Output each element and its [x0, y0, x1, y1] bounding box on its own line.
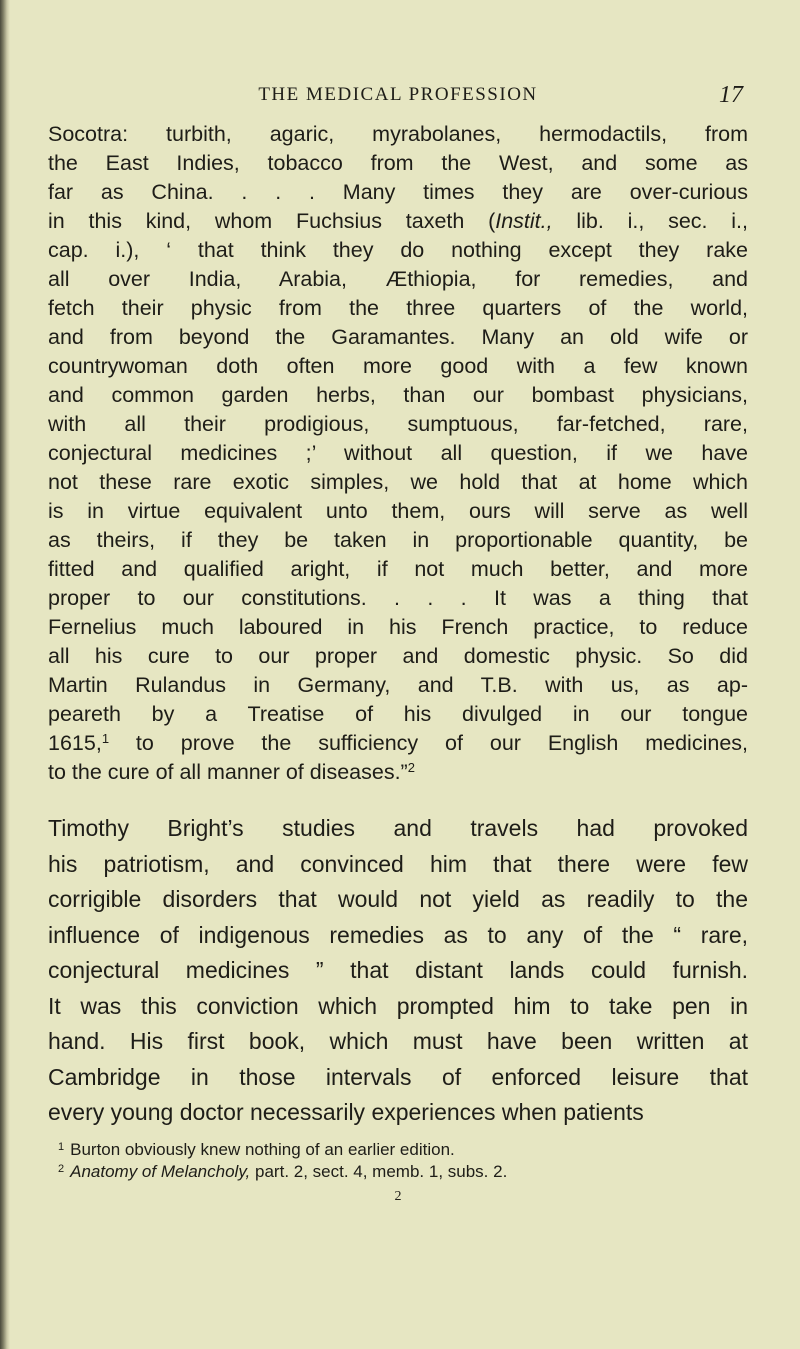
text-line: 1615,$^1$ to prove the sufficiency of our English medicines,	[48, 731, 748, 755]
text-line: hand. His first book, which must have been written at	[48, 1028, 748, 1054]
text-line: fitted and qualified aright, if not much better, and more	[48, 557, 748, 581]
text-line: not these rare exotic simples, we hold that at home which	[48, 470, 748, 494]
text-line: with all their prodigious, sumptuous, far-fetched, rare,	[48, 412, 748, 436]
text-line: cap. i.), ‘ that think they do nothing except they rake	[48, 238, 748, 262]
text-line: is in virtue equivalent unto them, ours will serve as well	[48, 499, 748, 523]
footnote-number: 1	[58, 1140, 65, 1153]
text-line: the East Indies, tobacco from the West, and some as	[48, 151, 748, 175]
signature-mark: 2	[394, 1188, 402, 1204]
block-quote	[48, 120, 748, 787]
text-line: corrigible disorders that would not yield as readily to the	[48, 886, 748, 912]
text-line: conjectural medicines ” that distant lands could furnish.	[48, 957, 748, 983]
page-number: 17	[719, 82, 743, 108]
text-line: in this kind, whom Fuchsius taxeth (Instit., lib. i., sec. i.,	[48, 209, 748, 233]
footnotes	[48, 1139, 748, 1183]
text-line: Fernelius much laboured in his French practice, to reduce	[48, 615, 748, 639]
text-line: and from beyond the Garamantes. Many an old wife or	[48, 325, 748, 349]
footnote: $^1$ Burton obviously knew nothing of an earlier edition.	[58, 1139, 455, 1159]
page-edge-shadow	[0, 0, 10, 1349]
footnote-marker: 1	[101, 731, 110, 746]
body-paragraph	[48, 811, 748, 1131]
text-line: Martin Rulandus in Germany, and T.B. with us, as ap-	[48, 673, 748, 697]
running-head-title: THE MEDICAL PROFESSION	[258, 84, 538, 105]
text-line: peareth by a Treatise of his divulged in our tongue	[48, 702, 748, 726]
text-line: all over India, Arabia, Æthiopia, for remedies, and	[48, 267, 748, 291]
text-line: Timothy Bright’s studies and travels had provoked	[48, 815, 748, 841]
text-line: and common garden herbs, than our bombast physicians,	[48, 383, 748, 407]
text-line: every young doctor necessarily experiences when patients	[48, 1099, 644, 1125]
footnote-number: 2	[58, 1162, 65, 1175]
text-line: countrywoman doth often more good with a few known	[48, 354, 748, 378]
text-line: proper to our constitutions. . . . It was a thing that	[48, 586, 748, 610]
text-line: all his cure to our proper and domestic physic. So did	[48, 644, 748, 668]
book-page	[48, 84, 748, 1205]
text-line: fetch their physic from the three quarters of the world,	[48, 296, 748, 320]
text-line: his patriotism, and convinced him that there were few	[48, 850, 748, 877]
text-line: far as China. . . . Many times they are over-curious	[48, 180, 748, 204]
footnote-marker: 2	[407, 760, 415, 775]
running-head	[48, 84, 748, 120]
footnote-italic-title: Anatomy of Melancholy,	[70, 1161, 251, 1181]
text-line: It was this conviction which prompted him to take pen in	[48, 992, 748, 1019]
text-line: Cambridge in those intervals of enforced leisure that	[48, 1063, 748, 1090]
text-line: influence of indigenous remedies as to any of the “ rare,	[48, 921, 748, 948]
text-line: Socotra: turbith, agaric, myrabolanes, hermodactils, from	[48, 122, 748, 146]
text-line: to the cure of all manner of diseases.”$^2$	[48, 760, 415, 784]
text-line: conjectural medicines ;’ without all question, if we have	[48, 441, 748, 465]
footnote: $^2$ Anatomy of Melancholy, part. 2, sect. 4, memb. 1, subs. 2.	[58, 1161, 508, 1181]
text-line: as theirs, if they be taken in proportionable quantity, be	[48, 528, 748, 552]
